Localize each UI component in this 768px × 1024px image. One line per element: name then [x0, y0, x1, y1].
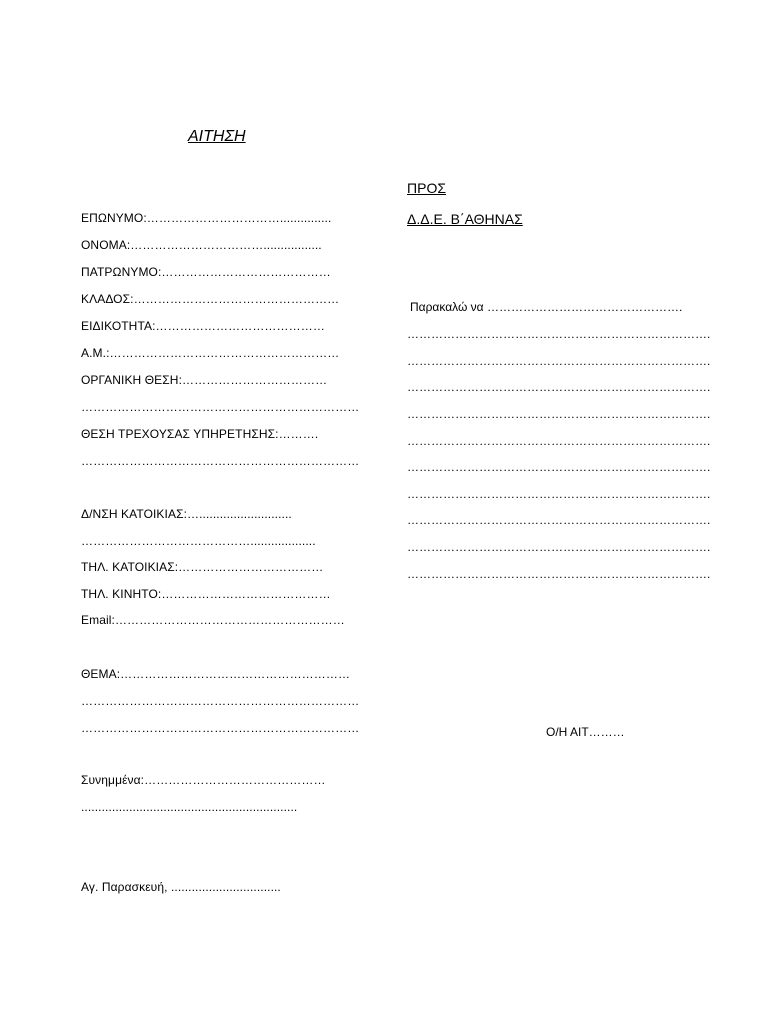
request-line: …………………………………………………………………. — [407, 407, 711, 421]
applicant-signature-label: Ο/Η ΑΙΤ……… — [546, 725, 625, 739]
field-attachments-continued: ............................................................... — [81, 800, 298, 814]
field-subject-continued-1: …………………………………………………………… — [81, 694, 360, 708]
request-line: …………………………………………………………………. — [407, 487, 711, 501]
request-line: …………………………………………………………………. — [407, 354, 711, 368]
field-email: Email:………………………………………………… — [81, 613, 345, 627]
field-mobile-phone: ΤΗΛ. ΚΙΝΗΤΟ:…………………………………… — [81, 587, 331, 601]
field-current-post: ΘΕΣΗ ΤΡΕΧΟΥΣΑΣ ΥΠΗΡΕΤΗΣΗΣ:………. — [81, 427, 319, 441]
request-line: …………………………………………………………………. — [407, 513, 711, 527]
field-specialty: ΕΙΔΙΚΟΤΗΤΑ:…………………………………… — [81, 319, 325, 333]
field-subject-continued-2: …………………………………………………………… — [81, 721, 360, 735]
request-line: …………………………………………………………………. — [407, 540, 711, 554]
field-home-address-continued: ……………………………………................... — [81, 534, 316, 548]
field-subject: ΘΕΜΑ:………………………………………………… — [81, 667, 351, 681]
request-line: …………………………………………………………………. — [407, 434, 711, 448]
field-home-phone: ΤΗΛ. ΚΑΤΟΙΚΙΑΣ:……………………………… — [81, 560, 324, 574]
page-title: ΑΙΤΗΣΗ — [188, 128, 246, 145]
field-branch: ΚΛΑΔΟΣ:…………………………………………… — [81, 292, 340, 306]
request-line: …………………………………………………………………. — [407, 380, 711, 394]
field-first-name: ΟΝΟΜΑ:……………………………................. — [81, 238, 322, 252]
request-line: …………………………………………………………………. — [407, 567, 711, 581]
request-line: …………………………………………………………………. — [407, 460, 711, 474]
field-permanent-post-continued: …………………………………………………………… — [81, 400, 360, 414]
recipient-to-label: ΠΡΟΣ — [407, 180, 446, 196]
request-line: …………………………………………………………………. — [407, 327, 711, 341]
recipient-name: Δ.Δ.Ε. Β΄ΑΘΗΝΑΣ — [407, 211, 523, 227]
field-current-post-continued: …………………………………………………………… — [81, 454, 360, 468]
field-permanent-post: ΟΡΓΑΝΙΚΗ ΘΕΣΗ:……………………………… — [81, 373, 328, 387]
request-intro: Παρακαλώ να …………………………………………. — [410, 300, 683, 314]
field-attachments: Συνημμένα:……………………………………… — [81, 773, 326, 787]
field-fathers-name: ΠΑΤΡΩΝΥΜΟ:…………………………………… — [81, 265, 331, 279]
field-home-address: Δ/ΝΣΗ ΚΑΤΟΙΚΙΑΣ:…........................... — [81, 507, 292, 521]
field-place-date: Αγ. Παρασκευή, ................................ — [81, 880, 281, 894]
field-registry-number: Α.Μ.:………………………………………………… — [81, 346, 340, 360]
field-surname: ΕΠΩΝΥΜΟ:……………………………............... — [81, 211, 332, 225]
